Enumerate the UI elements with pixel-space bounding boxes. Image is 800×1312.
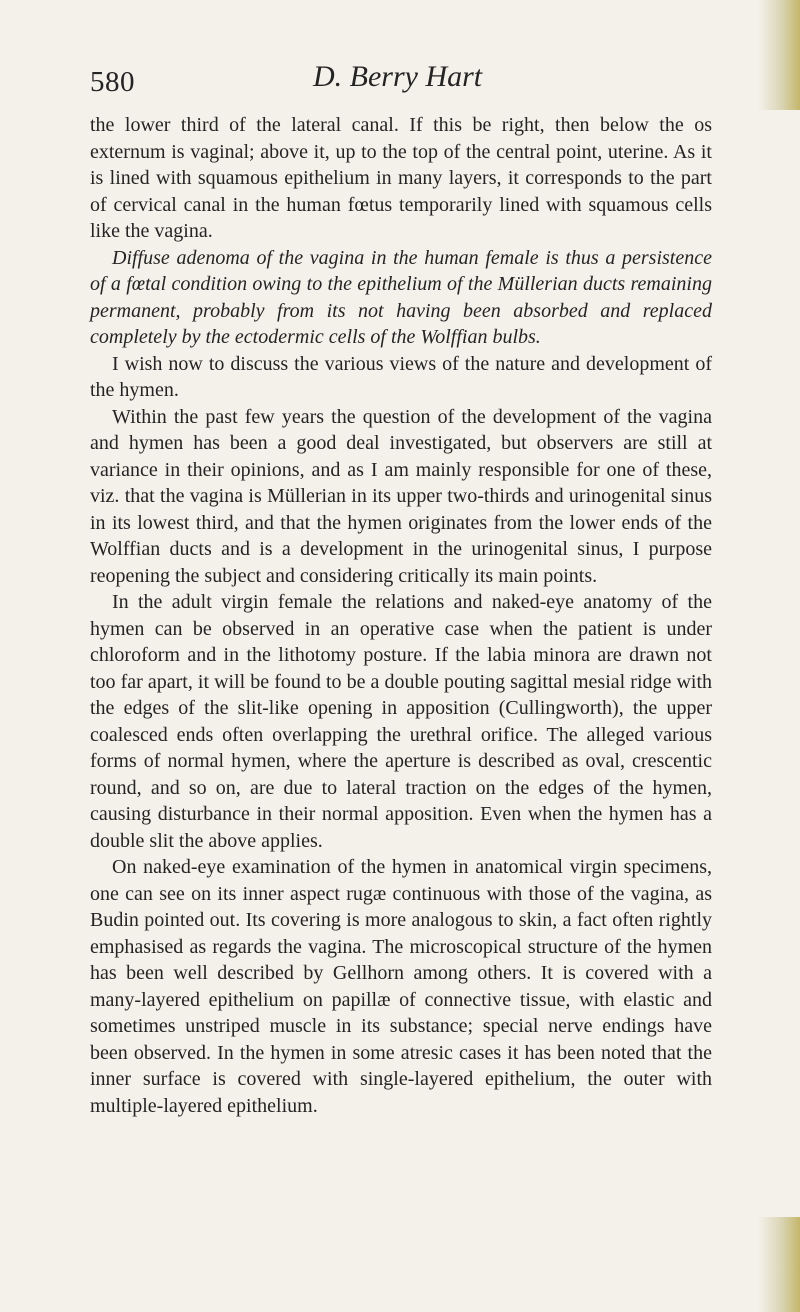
paragraph-adult-virgin: In the adult virgin female the relations and naked-eye anatomy of the hymen can be observed in an operative case when the patient is under chloroform and in the lithotomy posture. If the labia minora are drawn not too far apart, it will be found to be a double pouting sagittal mesial ridge with the edges of the slit-like opening in apposition (Cullingworth), the upper coalesced ends often overlapping the urethral orifice. The alleged various forms of normal hymen, where the aperture is described as oval, crescentic round, and so on, are due to lateral traction on the edges of the hymen, causing disturbance in their normal apposition. Even when the hymen has a double slit the above applies. bbox=[90, 591, 712, 852]
page-number: 580 bbox=[90, 66, 135, 98]
page-edge-shadow-bottom bbox=[758, 1217, 800, 1312]
body-text bbox=[90, 112, 712, 1119]
paragraph-development-question: Within the past few years the question of the development of the vagina and hymen has been a good deal investigated, but observers are still at variance in their opinions, and as I am mainly responsible for one of these, viz. that the vagina is Müllerian in its upper two-thirds and urinogenital sinus in its lowest third, and that the hymen originates from the lower ends of the Wolffian ducts and is a development in the urinogenital sinus, I purpose reopening the subject and considering critically its main points. bbox=[90, 405, 712, 587]
page-header bbox=[90, 60, 710, 100]
running-head: D. Berry Hart bbox=[313, 60, 483, 93]
page-edge-shadow-top bbox=[758, 0, 800, 110]
paragraph-lateral-canal: the lower third of the lateral canal. If this be right, then below the os externum is vaginal; above it, up to the top of the central point, uterine. As it is lined with squamous epithelium in many layers, it corresponds to the part of cervical canal in the human fœtus temporarily lined with squamous cells like the vagina. bbox=[90, 114, 712, 242]
paragraph-hymen-intro: I wish now to discuss the various views of the nature and development of the hymen. bbox=[90, 352, 712, 401]
paragraph-naked-eye-examination: On naked-eye examination of the hymen in anatomical virgin specimens, one can see on its inner aspect rugæ continuous with those of the vagina, as Budin pointed out. Its covering is more analogous to skin, a fact often rightly emphasised as regards the vagina. The microscopical structure of the hymen has been well described by Gellhorn among others. It is covered with a many-layered epithelium on papillæ of connective tissue, with elastic and sometimes unstriped muscle in its substance; special nerve endings have been observed. In the hymen in some atresic cases it has been noted that the inner surface is covered with single-layered epithelium, the outer with multiple-layered epithelium. bbox=[90, 856, 712, 1117]
paragraph-diffuse-adenoma: Diffuse adenoma of the vagina in the human female is thus a persistence of a fœtal condition owing to the epithelium of the Müllerian ducts remaining permanent, probably from its not having been absorbed and replaced completely by the ectodermic cells of the Wolffian bulbs. bbox=[90, 246, 712, 348]
